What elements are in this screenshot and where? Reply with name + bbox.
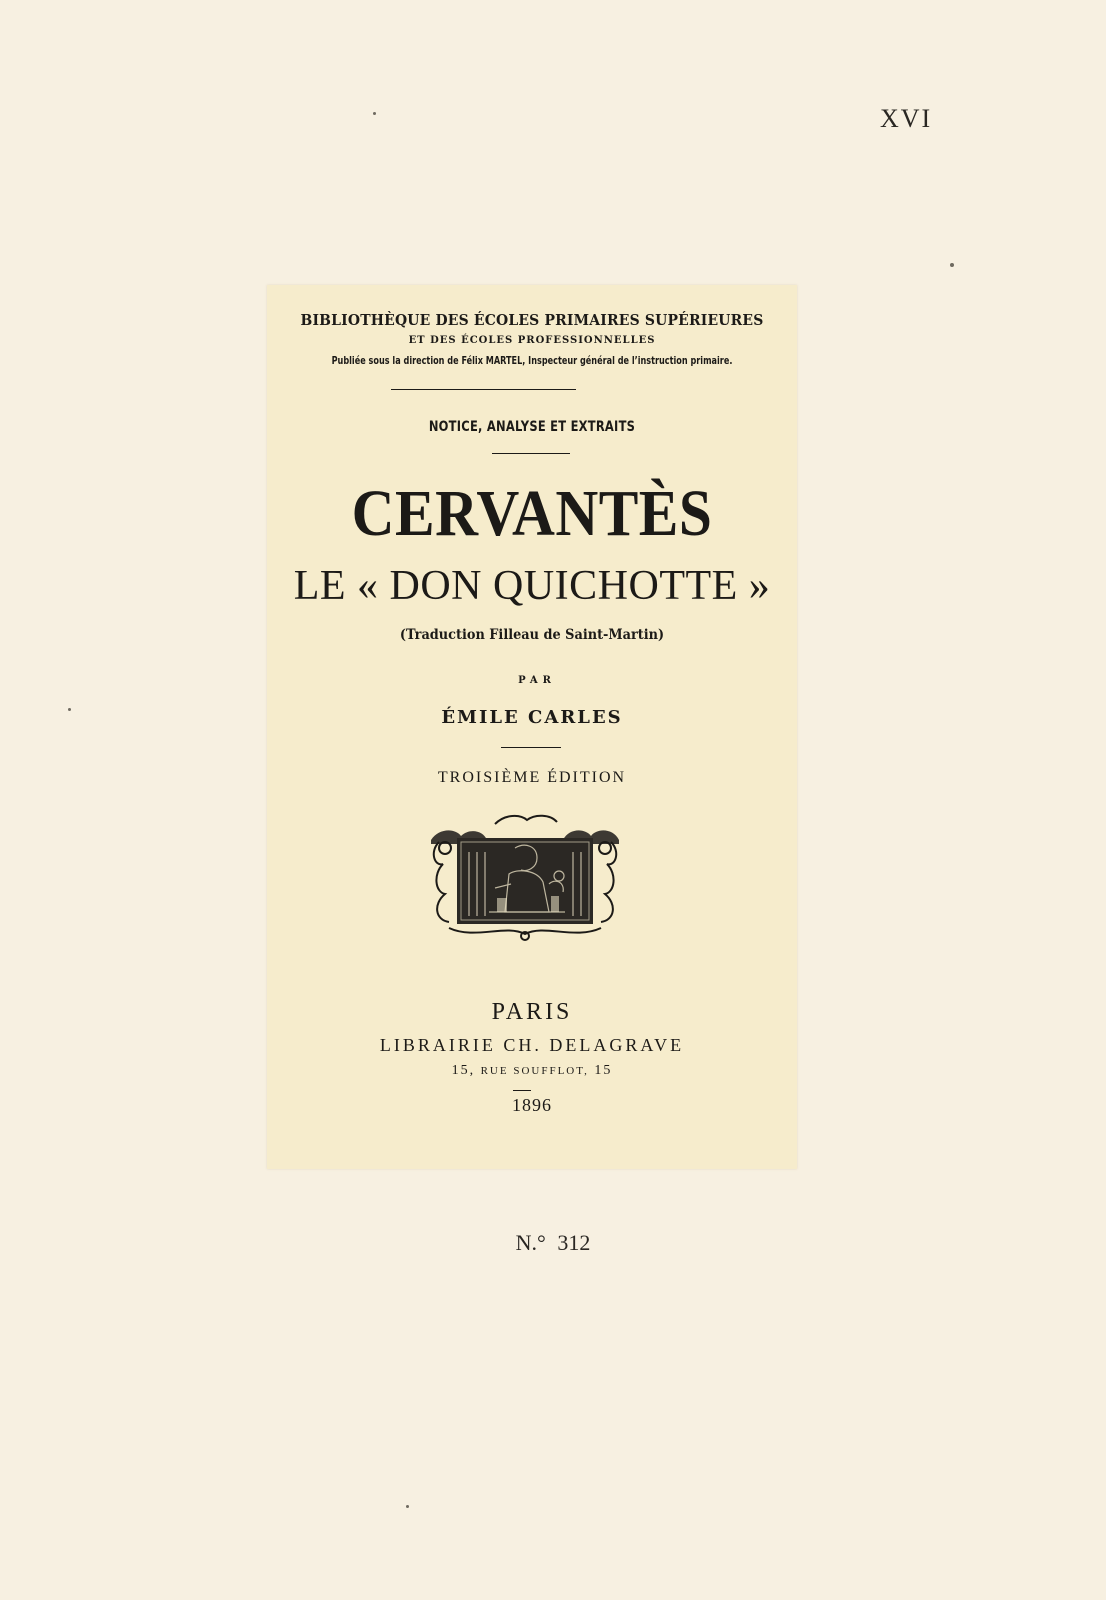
collection-title: NOTICE, ANALYSE ET EXTRAITS	[428, 419, 636, 435]
publication-year: 1896	[512, 1095, 552, 1115]
paper-speck	[68, 708, 71, 711]
address-number: 15,	[451, 1063, 476, 1078]
divider-rule	[492, 453, 570, 454]
paper-speck	[406, 1505, 409, 1508]
page-number: XVI	[880, 104, 933, 133]
by-label: PAR	[518, 675, 556, 686]
divider-rule	[513, 1090, 531, 1091]
catalog-number	[0, 1230, 1106, 1256]
catalog-label: N.°	[515, 1230, 546, 1255]
divider-rule	[501, 747, 561, 748]
publisher-address	[267, 1063, 797, 1079]
translation-note: (Traduction Filleau de Saint-Martin)	[399, 627, 665, 643]
series-direction: Publiée sous la direction de Félix MARTEL, Inspecteur général de l’instruction primaire.	[331, 355, 733, 367]
divider-rule	[391, 389, 576, 390]
work-title: LE « DON QUICHOTTE »	[293, 563, 771, 609]
author-title: CERVANTÈS	[351, 477, 713, 550]
paper-speck	[950, 263, 954, 267]
publisher: LIBRAIRIE CH. DELAGRAVE	[379, 1035, 685, 1055]
publication-city: PARIS	[491, 999, 573, 1025]
series-title: BIBLIOTHÈQUE DES ÉCOLES PRIMAIRES SUPÉRIEURES	[300, 311, 764, 329]
printers-mark-engraving-icon	[425, 812, 625, 942]
author-name: ÉMILE CARLES	[441, 707, 623, 728]
paper-speck	[373, 112, 376, 115]
address-street: RUE SOUFFLOT,	[480, 1065, 589, 1077]
edition: TROISIÈME ÉDITION	[437, 769, 627, 786]
address-number: 15	[594, 1063, 613, 1078]
title-page-plate	[267, 285, 797, 1169]
catalog-value: 312	[557, 1230, 591, 1255]
series-subtitle: ET DES ÉCOLES PROFESSIONNELLES	[408, 335, 656, 346]
